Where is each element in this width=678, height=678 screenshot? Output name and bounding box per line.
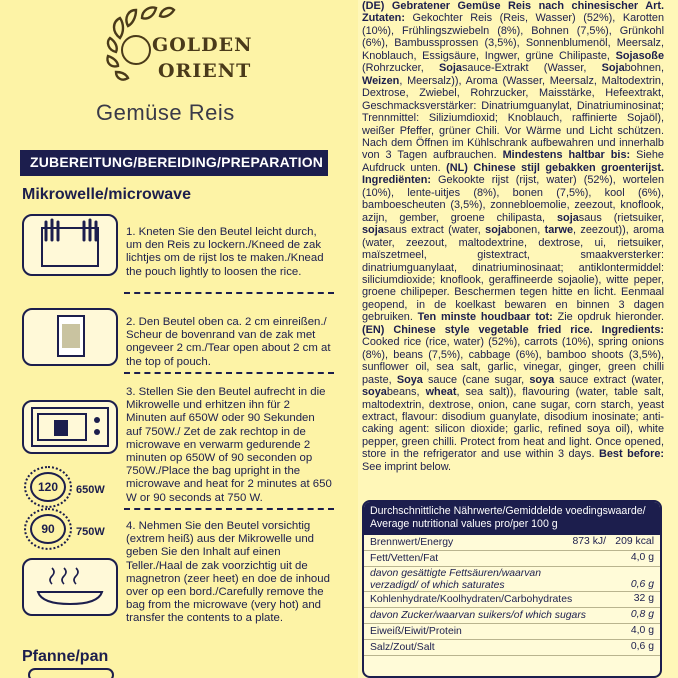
- step2-text: 2. Den Beutel oben ca. 2 cm einreißen./ Scheur de bovenrand van de zak met ongeveer 2 cm./Tear open about 2 cm at the top of pouch.: [126, 316, 331, 368]
- nutrition-value: 0,6 g: [630, 641, 654, 652]
- brand-name-line2: ORIENT: [158, 60, 252, 82]
- preparation-header: ZUBEREITUNG/BEREIDING/PREPARATION: [20, 150, 328, 176]
- nutrition-value: 4,0 g: [630, 552, 654, 563]
- step-divider: [124, 508, 334, 510]
- ingredients-text: (DE) Gebratener Gemüse Reis nach chinesischer Art. Zutaten: Gekochter Reis (Reis, Wasser) (52%), Karotten (10%), Frühlingszwiebeln (8%), Bohnen (7,5%), Grünkohl (6%), Bambussprossen (3,5%), Sonnenblumenöl, Meersalz, Knoblauch, Essigsäure, Ingwer, grüne Chilipaste, Sojasoße (Rohrzucker, Sojasauce-Extrakt (Wasser, Sojabohnen, Weizen, Meersalz)), Aroma (Wasser, Meersalz, Maltodextrin, Dextrose, Zwiebel, Rohrzucker, Maisstärke, Hefeextrakt, Geschmacksverstärker: Dinatriumguanylat, Dinatriuminosinat; Trennmittel: Siliziumdioxid; Knoblauch, raffinierte Sojaöl), weißer Pfeffer, grüner Chili. Vor Wärme und Licht schützen. Nach dem Öffnen im Kühlschrank aufbewahren und innerhalb von 3 Tagen aufbrauchen. Mindestens haltbar bis: Siehe Aufdruck unten. (NL) Chinese stijl gebakken groenterijst. Ingrediënten: Gekookte rijst (rijst, water) (52%), wortelen (10%), lente-uitjes (8%), bonen (7,5%), kool (6%), bamboescheuten (3,5%), zonnebloemolie, zeezout, knoflook, azijn, gember, groene chilipasta, sojasaus (rietsuiker, sojasaus extract (water, sojabonen, tarwe, zeezout)), aroma (water, zeezout, maltodextrine, dextrose, ui, rietsuiker, maïszetmeel, gistextract, smaakversterker: dinatriumguanylaat, dinatriuminosinaat; antiklontermiddel: siliciumdioxide; knoflook, geraffineerde sojaolie), witte peper, groene chilipeper. Beschermen tegen hitte en licht. Eenmaal geopend, in de koelkast bewaren en binnen 3 dagen gebruiken. Ten minste houdbaar tot: Zie opdruk hieronder. (EN) Chinese style vegetable fried rice. Ingredients: Cooked rice (rice, water) (52%), carrots (10%), spring onions (8%), beans (7,5%), cabbage (6%), bamboo shoots (3,5%), sunflower oil, sea salt, garlic, vinegar, ginger, green chilli paste, Soya sauce (cane sugar, soya sauce extract (water, soyabeans, wheat, sea salt)), flavouring (water, table salt, maltodextrin, dextrose, onion, cane sugar, corn starch, yeast extract, flavour: disodium guanylate, disodium inosinate; anti-caking agent: silicon dioxide; garlic, refined soya oil), white pepper, green chilli. Protect from heat and light. Once opened, store in the refrigerator and use within 3 days. Best before: See imprint below.: [362, 0, 665, 473]
- product-title: Gemüse Reis: [96, 100, 235, 125]
- nutrition-label: Salz/Zout/Salt: [370, 642, 435, 653]
- nutrition-row: [364, 567, 660, 592]
- nutrition-label: Fett/Vetten/Fat: [370, 553, 439, 564]
- nutrition-row: [364, 535, 660, 551]
- nutrition-label: davon Zucker/waarvan suikers/of which sugars: [370, 610, 586, 621]
- nutrition-label: Eiweiß/Eiwit/Protein: [370, 626, 462, 637]
- nutrition-row: [364, 608, 660, 624]
- nutrition-row: [364, 592, 660, 608]
- nutrition-value: 32 g: [633, 593, 654, 604]
- nutrition-value-kj: 873 kJ/: [572, 536, 606, 547]
- nutrition-value: 4,0 g: [630, 625, 654, 636]
- nutrition-value: 209 kcal: [615, 536, 654, 547]
- step3-text: 3. Stellen Sie den Beutel aufrecht in die Mikrowelle und erhitzen ihn für 2 Minuten auf 650W oder 90 Sekunden auf 750W./ Zet de zak rechtop in de microwave en verwarm gedurende 2 minuten op 650W of 90 seconden op 750W./Place the bag upright in the microwave and heat for 2 minutes at 650 W or 90 seconds at 750 W.: [126, 386, 332, 504]
- nutrition-row: [364, 640, 660, 656]
- nutrition-label: davon gesättigte Fettsäuren/waarvan verzadigd/ of which saturates: [370, 568, 541, 591]
- brand-logo: [100, 4, 253, 90]
- step1-illustration: [22, 214, 118, 276]
- pan-icon: [28, 668, 114, 678]
- step4-text: 4. Nehmen Sie den Beutel vorsichtig (extrem heiß) aus der Mikrowelle und geben Sie den Inhalt auf einen Teller./Haal de zak voorzichtig uit de magnetron (zeer heet) en doe de inhoud over op een bord./Carefully remove the bag from the microwave (very hot) and transfer the contents to a plate.: [126, 520, 330, 625]
- step4-illustration: [22, 558, 118, 616]
- nutrition-row: [364, 624, 660, 640]
- nutrition-label: Kohlenhydrate/Koolhydraten/Carbohydrates: [370, 594, 573, 605]
- nutrition-value: 0,8 g: [630, 609, 654, 620]
- step3-illustration: [22, 400, 118, 454]
- watt-750: 750W: [76, 526, 105, 538]
- knead-hands-icon: [24, 216, 116, 274]
- timer-90: 90: [30, 514, 66, 544]
- brand-name-line1: GOLDEN: [152, 34, 253, 56]
- step1-text: 1. Kneten Sie den Beutel leicht durch, um den Reis zu lockern./Kneed de zak lichtjes om de rijst los te maken./Knead the pouch lightly to loosen the rice.: [126, 226, 324, 278]
- pouch-icon: [24, 310, 116, 364]
- nutrition-rows: [364, 535, 660, 656]
- nutrition-row: [364, 551, 660, 567]
- nutrition-header: Durchschnittliche Nährwerte/Gemiddelde voedingswaarde/ Average nutritional values pro/per 100 g: [364, 502, 660, 535]
- step-divider: [124, 292, 334, 294]
- microwave-header: Mikrowelle/microwave: [22, 186, 191, 203]
- microwave-icon: [24, 402, 116, 452]
- step-divider: [124, 372, 334, 374]
- watt-650: 650W: [76, 484, 105, 496]
- step2-illustration: [22, 308, 118, 366]
- plate-steam-icon: [24, 560, 116, 614]
- timer-120: 120: [30, 472, 66, 502]
- pan-header: Pfanne/pan: [22, 648, 109, 665]
- nutrition-table: [362, 500, 662, 678]
- nutrition-label: Brennwert/Energy: [370, 537, 454, 548]
- nutrition-value: 0,6 g: [630, 579, 654, 590]
